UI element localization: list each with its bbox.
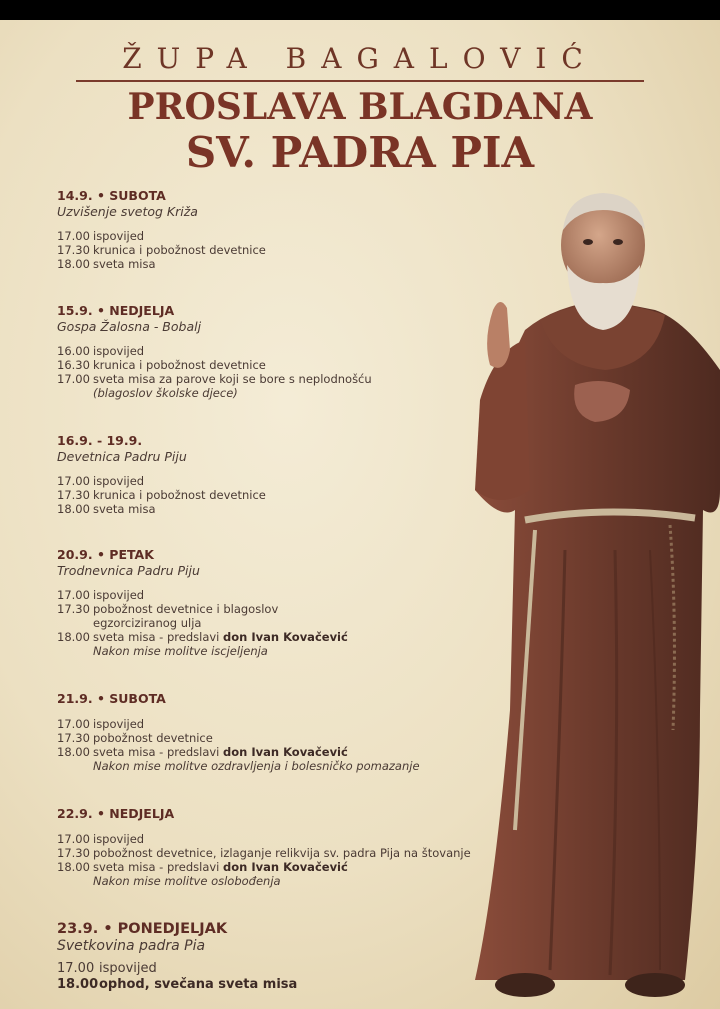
day-subtitle: Trodnevnica Padru Piju: [57, 563, 200, 578]
schedule-row-mass: 18.00 sveta misa - predslavi don Ivan Kovačević: [57, 745, 348, 759]
day-heading: 21.9. • SUBOTA: [57, 691, 166, 706]
schedule-row: 18.00 ophod, svečana sveta misa: [57, 977, 298, 992]
schedule-row: 17.30 krunica i pobožnost devetnice: [57, 243, 266, 257]
schedule-row: 17.00 ispovijed: [57, 229, 145, 243]
schedule-row: 17.30 pobožnost devetnice, izlaganje relikvija sv. padra Pija na štovanje: [57, 846, 471, 860]
day-heading: 14.9. • SUBOTA: [57, 188, 166, 203]
schedule-day-3: [57, 433, 487, 516]
schedule-row: 17.00 sveta misa za parove koji se bore s neplodnošću: [57, 372, 372, 386]
title-divider: [76, 80, 644, 82]
title-line-1: PROSLAVA BLAGDANA: [127, 86, 593, 128]
schedule-row-mass: 18.00 sveta misa - predslavi don Ivan Kovačević: [57, 860, 348, 874]
day-heading: 22.9. • NEDJELJA: [57, 806, 175, 821]
day-heading: 23.9. • PONEDJELJAK: [57, 921, 228, 937]
schedule-day-5: [57, 691, 487, 773]
day-subtitle: Gospa Žalosna - Bobalj: [57, 319, 202, 334]
schedule-note: Nakon mise molitve oslobođenja: [93, 874, 281, 888]
day-heading: 15.9. • NEDJELJA: [57, 303, 175, 318]
schedule-row-mass: 18.00 sveta misa - predslavi don Ivan Kovačević: [57, 630, 348, 644]
schedule-row: 17.00 ispovijed: [57, 832, 145, 846]
title-line-2: SV. PADRA PIA: [185, 128, 535, 177]
schedule-row: 17.30 pobožnost devetnice i blagoslov: [57, 602, 279, 616]
schedule-day-7: [57, 921, 487, 993]
schedule-day-1: [57, 188, 487, 271]
padre-pio-statue-image: [455, 190, 720, 1009]
schedule-day-2: [57, 303, 487, 400]
day-subtitle: Uzvišenje svetog Križa: [57, 204, 198, 219]
schedule-row: 18.00 sveta misa: [57, 257, 156, 271]
celebrant-name: don Ivan Kovačević: [223, 860, 348, 874]
schedule-row: 16.30 krunica i pobožnost devetnice: [57, 358, 266, 372]
celebrant-name: don Ivan Kovačević: [223, 630, 348, 644]
schedule-day-4: [57, 547, 487, 658]
celebrant-name: don Ivan Kovačević: [223, 745, 348, 759]
schedule-row: 17.00 ispovijed: [57, 588, 145, 602]
schedule-note: Nakon mise molitve iscjeljenja: [93, 644, 268, 658]
schedule-row: 18.00 sveta misa: [57, 502, 156, 516]
schedule-row: 16.00 ispovijed: [57, 344, 145, 358]
day-subtitle: Devetnica Padru Piju: [57, 449, 187, 464]
schedule-row: 17.00 ispovijed: [57, 474, 145, 488]
schedule-row: 17.30 krunica i pobožnost devetnice: [57, 488, 266, 502]
parish-name: ŽUPA BAGALOVIĆ: [122, 42, 598, 75]
day-heading: 16.9. - 19.9.: [57, 433, 143, 448]
schedule-row: 17.30 pobožnost devetnice: [57, 731, 213, 745]
schedule-row-continued: egzorciziranog ulja: [93, 616, 202, 630]
day-subtitle: Svetkovina padra Pia: [57, 938, 206, 954]
schedule-note: (blagoslov školske djece): [93, 386, 238, 400]
schedule-note: Nakon mise molitve ozdravljenja i bolesničko pomazanje: [93, 759, 420, 773]
top-bar: [0, 0, 720, 20]
day-heading: 20.9. • PETAK: [57, 547, 154, 562]
schedule-row: 17.00 ispovijed: [57, 961, 157, 976]
schedule-day-6: [57, 806, 487, 888]
schedule-row: 17.00 ispovijed: [57, 717, 145, 731]
